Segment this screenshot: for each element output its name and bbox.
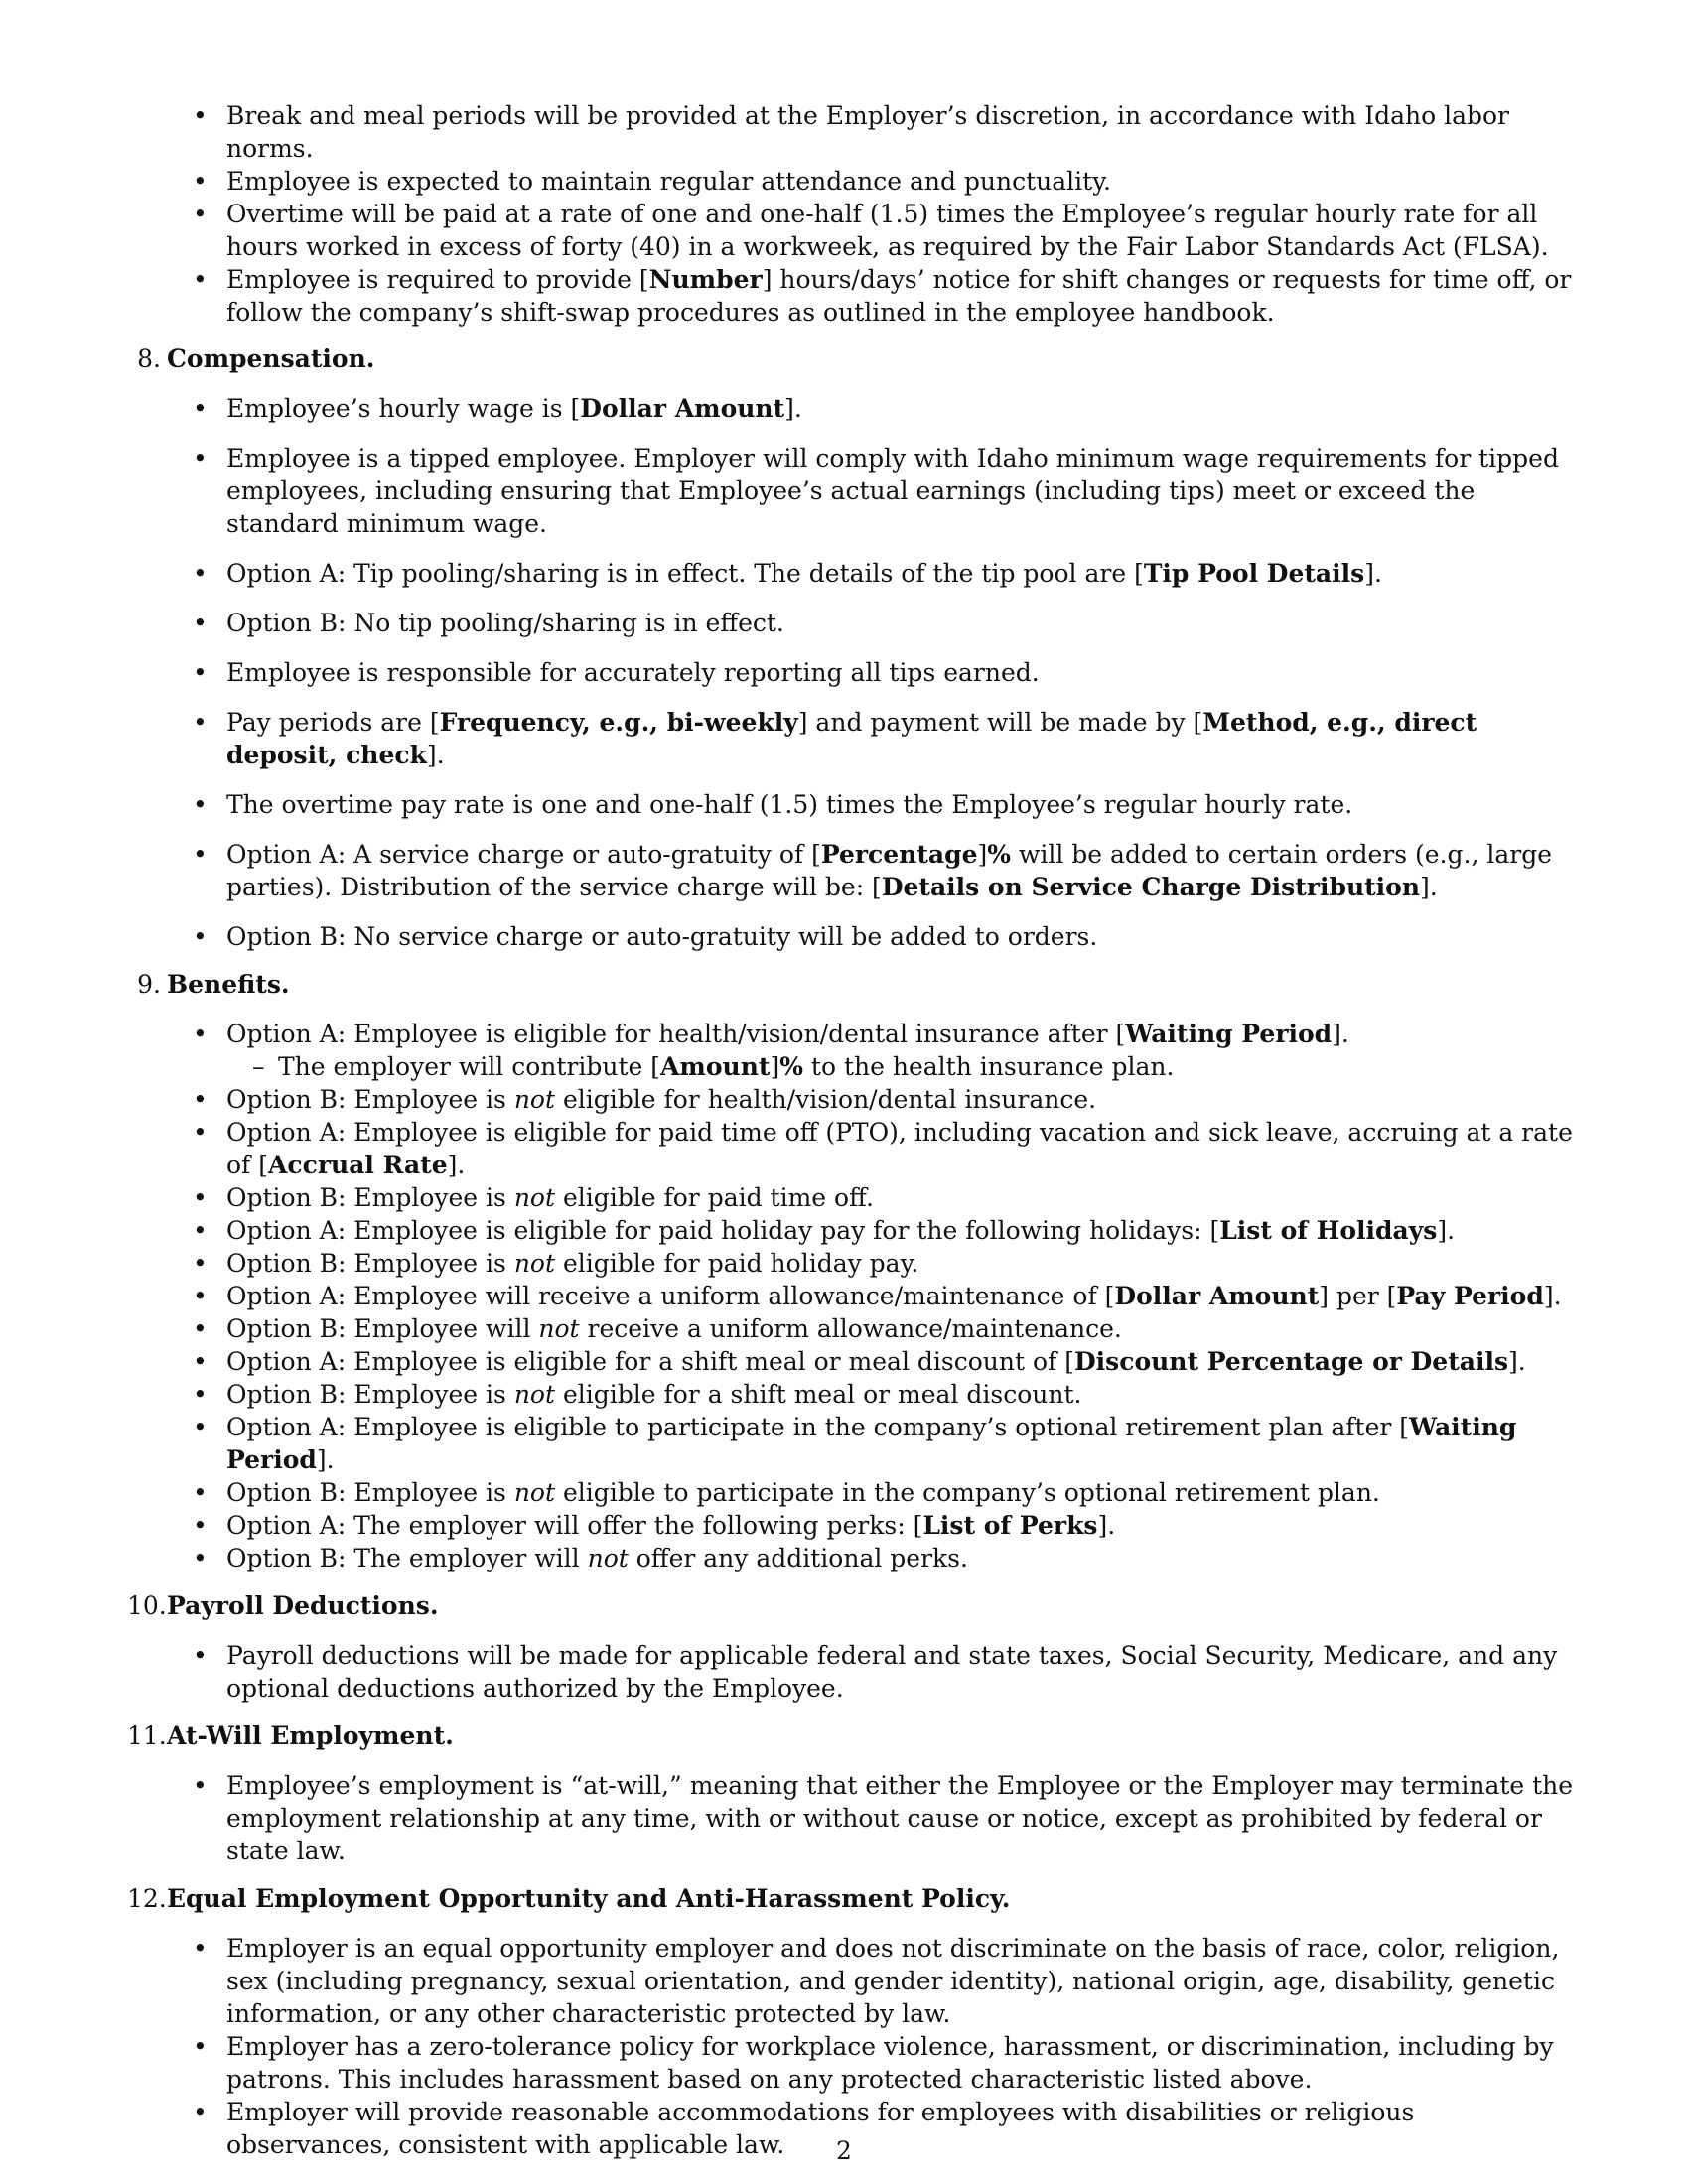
placeholder-field: %	[987, 840, 1012, 869]
text-segment: eligible for health/vision/dental insurance.	[555, 1085, 1097, 1114]
text-segment: ].	[1437, 1216, 1456, 1245]
placeholder-field: Accrual Rate	[268, 1151, 448, 1179]
text-segment: Option B: Employee is	[226, 1183, 514, 1212]
text-segment: Option B: No tip pooling/sharing is in effect.	[226, 609, 784, 637]
text-segment: Option A: Employee is eligible for paid time off (PTO), including vacation and sick leave, accruing at a rate of [	[226, 1118, 1573, 1179]
text-segment: ].	[316, 1445, 335, 1474]
list-item	[167, 1018, 1582, 1083]
list-item	[167, 1639, 1582, 1705]
emphasis-text: not	[538, 1314, 580, 1343]
intro-list	[167, 99, 1582, 329]
emphasis-text: not	[587, 1544, 629, 1572]
text-segment: ] hours/days’ notice for shift changes or requests for time off, or follow the company’s shift-swap procedures as outlined in the employee handbook.	[226, 265, 1572, 327]
text-segment: eligible for a shift meal or meal discount.	[555, 1380, 1082, 1409]
section-list	[167, 1639, 1582, 1705]
text-segment: offer any additional perks.	[628, 1544, 968, 1572]
placeholder-field: %	[779, 1052, 803, 1081]
list-item	[167, 1312, 1582, 1345]
placeholder-field: Number	[648, 265, 763, 294]
text-segment: ].	[426, 741, 445, 769]
text-segment: Employee is required to provide [	[226, 265, 649, 294]
placeholder-field: Discount Percentage or Details	[1073, 1347, 1509, 1376]
sub-list-item	[226, 1050, 1582, 1083]
section	[127, 1589, 1582, 1705]
list-item	[167, 706, 1582, 771]
list-item	[167, 607, 1582, 639]
list-item	[167, 1181, 1582, 1214]
list-item	[167, 1769, 1582, 1867]
section-number: 8.	[137, 344, 161, 373]
emphasis-text: not	[513, 1380, 556, 1409]
page-number: 2	[836, 2136, 852, 2165]
list-item	[167, 392, 1582, 425]
section	[137, 968, 1582, 1574]
list-item	[167, 838, 1582, 903]
list-item	[167, 1345, 1582, 1378]
text-segment: Option A: Employee is eligible for a shift meal or meal discount of [	[226, 1347, 1074, 1376]
sub-list	[226, 1050, 1582, 1083]
text-segment: Employer will provide reasonable accommodations for employees with disabilities or religious observances, consistent with applicable law.	[226, 2098, 1415, 2159]
section-title: Payroll Deductions.	[167, 1591, 439, 1620]
text-segment: Payroll deductions will be made for applicable federal and state taxes, Social Security, Medicare, and any optional deductions authorized by the Employee.	[226, 1641, 1558, 1703]
text-segment: Employee is expected to maintain regular attendance and punctuality.	[226, 167, 1111, 196]
list-item	[167, 1280, 1582, 1312]
text-segment: eligible for paid holiday pay.	[555, 1249, 919, 1278]
list-item	[167, 165, 1582, 198]
placeholder-field: List of Perks	[922, 1511, 1098, 1540]
text-segment: ]	[770, 1052, 780, 1081]
list-item	[167, 1116, 1582, 1181]
section-list	[167, 1769, 1582, 1867]
text-segment: Option A: A service charge or auto-gratuity of [	[226, 840, 821, 869]
section-number: 10.	[127, 1591, 167, 1620]
section-heading	[127, 1882, 1582, 1915]
placeholder-field: Method, e.g., direct deposit, check	[226, 708, 1477, 769]
list-item	[167, 99, 1582, 165]
text-segment: Employee is responsible for accurately reporting all tips earned.	[226, 658, 1040, 687]
section-number: 12.	[127, 1884, 167, 1913]
text-segment: Option B: Employee will	[226, 1314, 539, 1343]
section-heading	[137, 968, 1582, 1001]
text-segment: Option B: The employer will	[226, 1544, 588, 1572]
section-number: 9.	[137, 970, 161, 999]
list-item	[167, 788, 1582, 821]
placeholder-field: Waiting Period	[226, 1413, 1517, 1474]
text-segment: Overtime will be paid at a rate of one and one-half (1.5) times the Employee’s regular hourly rate for all hours worked in excess of forty (40) in a workweek, as required by the Fair Labor Standards Act (FLSA).	[226, 200, 1549, 261]
text-segment: Option A: Employee is eligible for health/vision/dental insurance after [	[226, 1020, 1126, 1048]
text-segment: Break and meal periods will be provided at the Employer’s discretion, in accordance with Idaho labor norms.	[226, 101, 1509, 163]
section-list	[167, 1932, 1582, 2161]
text-segment: The employer will contribute [	[278, 1052, 661, 1081]
text-segment: Option A: The employer will offer the following perks: [	[226, 1511, 923, 1540]
placeholder-field: Amount	[660, 1052, 771, 1081]
list-item	[167, 1411, 1582, 1476]
text-segment: Option A: Tip pooling/sharing is in effect. The details of the tip pool are [	[226, 559, 1144, 588]
section-list	[167, 392, 1582, 953]
section-title: Benefits.	[167, 970, 290, 999]
text-segment: Employer has a zero-tolerance policy for workplace violence, harassment, or discrimination, including by patrons. This includes harassment based on any protected characteristic listed above.	[226, 2032, 1554, 2094]
text-segment: Option B: No service charge or auto-gratuity will be added to orders.	[226, 922, 1098, 951]
placeholder-field: Percentage	[820, 840, 978, 869]
text-segment: ].	[784, 394, 802, 423]
section	[127, 1719, 1582, 1867]
list-item	[167, 1378, 1582, 1411]
list-item	[167, 1083, 1582, 1116]
text-segment: to the health insurance plan.	[802, 1052, 1175, 1081]
section-list	[167, 1018, 1582, 1574]
text-segment: ].	[1508, 1347, 1526, 1376]
text-segment: Option A: Employee is eligible to participate in the company’s optional retirement plan after [	[226, 1413, 1410, 1441]
section-number: 11.	[127, 1721, 167, 1750]
document-page	[127, 99, 1582, 2176]
list-item	[167, 1509, 1582, 1542]
text-segment: ].	[1543, 1282, 1562, 1310]
text-segment: ] and payment will be made by [	[797, 708, 1203, 737]
list-item	[167, 1247, 1582, 1280]
section	[127, 1882, 1582, 2161]
text-segment: ].	[447, 1151, 466, 1179]
list-item	[167, 198, 1582, 263]
text-segment: Employee’s employment is “at-will,” meaning that either the Employee or the Employer may terminate the employment relationship at any time, with or without cause or notice, except as prohibited by federal or state law.	[226, 1771, 1574, 1865]
text-segment: receive a uniform allowance/maintenance.	[579, 1314, 1122, 1343]
placeholder-field: Waiting Period	[1125, 1020, 1333, 1048]
text-segment: ].	[1364, 559, 1382, 588]
placeholder-field: List of Holidays	[1219, 1216, 1438, 1245]
placeholder-field: Frequency, e.g., bi-weekly	[439, 708, 798, 737]
text-segment: ].	[1332, 1020, 1349, 1048]
text-segment: Option A: Employee will receive a uniform allowance/maintenance of [	[226, 1282, 1115, 1310]
text-segment: eligible to participate in the company’s optional retirement plan.	[555, 1478, 1380, 1507]
list-item	[167, 1542, 1582, 1574]
placeholder-field: Details on Service Charge Distribution	[881, 873, 1421, 901]
text-segment: The overtime pay rate is one and one-half (1.5) times the Employee’s regular hourly rate.	[226, 790, 1353, 819]
sections-container	[127, 342, 1582, 2161]
list-item	[167, 442, 1582, 540]
text-segment: Employer is an equal opportunity employer and does not discriminate on the basis of race, color, religion, sex (including pregnancy, sexual orientation, and gender identity), national origin, age, disability, genetic information, or any other characteristic protected by law.	[226, 1934, 1560, 2028]
emphasis-text: not	[513, 1183, 556, 1212]
list-item	[167, 656, 1582, 689]
list-item	[167, 920, 1582, 953]
section	[137, 342, 1582, 953]
text-segment: ]	[977, 840, 988, 869]
text-segment: ] per [	[1319, 1282, 1397, 1310]
list-item	[167, 557, 1582, 590]
text-segment: Option B: Employee is	[226, 1085, 514, 1114]
placeholder-field: Dollar Amount	[1114, 1282, 1320, 1310]
emphasis-text: not	[513, 1478, 556, 1507]
list-item	[167, 1476, 1582, 1509]
list-item	[167, 1214, 1582, 1247]
emphasis-text: not	[513, 1085, 556, 1114]
text-segment: Option B: Employee is	[226, 1249, 514, 1278]
section-title: At-Will Employment.	[167, 1721, 454, 1750]
list-item	[167, 2030, 1582, 2096]
section-title: Equal Employment Opportunity and Anti-Harassment Policy.	[167, 1884, 1011, 1913]
text-segment: Pay periods are [	[226, 708, 440, 737]
list-item	[167, 1932, 1582, 2030]
text-segment: Employee is a tipped employee. Employer will comply with Idaho minimum wage requirements for tipped employees, including ensuring that Employee’s actual earnings (including tips) meet or exceed the standard minimum wage.	[226, 444, 1559, 538]
text-segment: ].	[1097, 1511, 1116, 1540]
text-segment: eligible for paid time off.	[555, 1183, 874, 1212]
placeholder-field: Dollar Amount	[580, 394, 785, 423]
placeholder-field: Tip Pool Details	[1143, 559, 1365, 588]
text-segment: will be added to certain orders (e.g., large parties). Distribution of the service charge will be: [	[226, 840, 1552, 901]
section-heading	[137, 342, 1582, 375]
text-segment: Option B: Employee is	[226, 1380, 514, 1409]
section-heading	[127, 1589, 1582, 1622]
text-segment: Employee’s hourly wage is [	[226, 394, 581, 423]
section-title: Compensation.	[167, 344, 375, 373]
text-segment: Option B: Employee is	[226, 1478, 514, 1507]
section-heading	[127, 1719, 1582, 1752]
placeholder-field: Pay Period	[1396, 1282, 1544, 1310]
emphasis-text: not	[513, 1249, 556, 1278]
text-segment: Option A: Employee is eligible for paid holiday pay for the following holidays: [	[226, 1216, 1220, 1245]
text-segment: ].	[1420, 873, 1438, 901]
list-item	[167, 263, 1582, 329]
